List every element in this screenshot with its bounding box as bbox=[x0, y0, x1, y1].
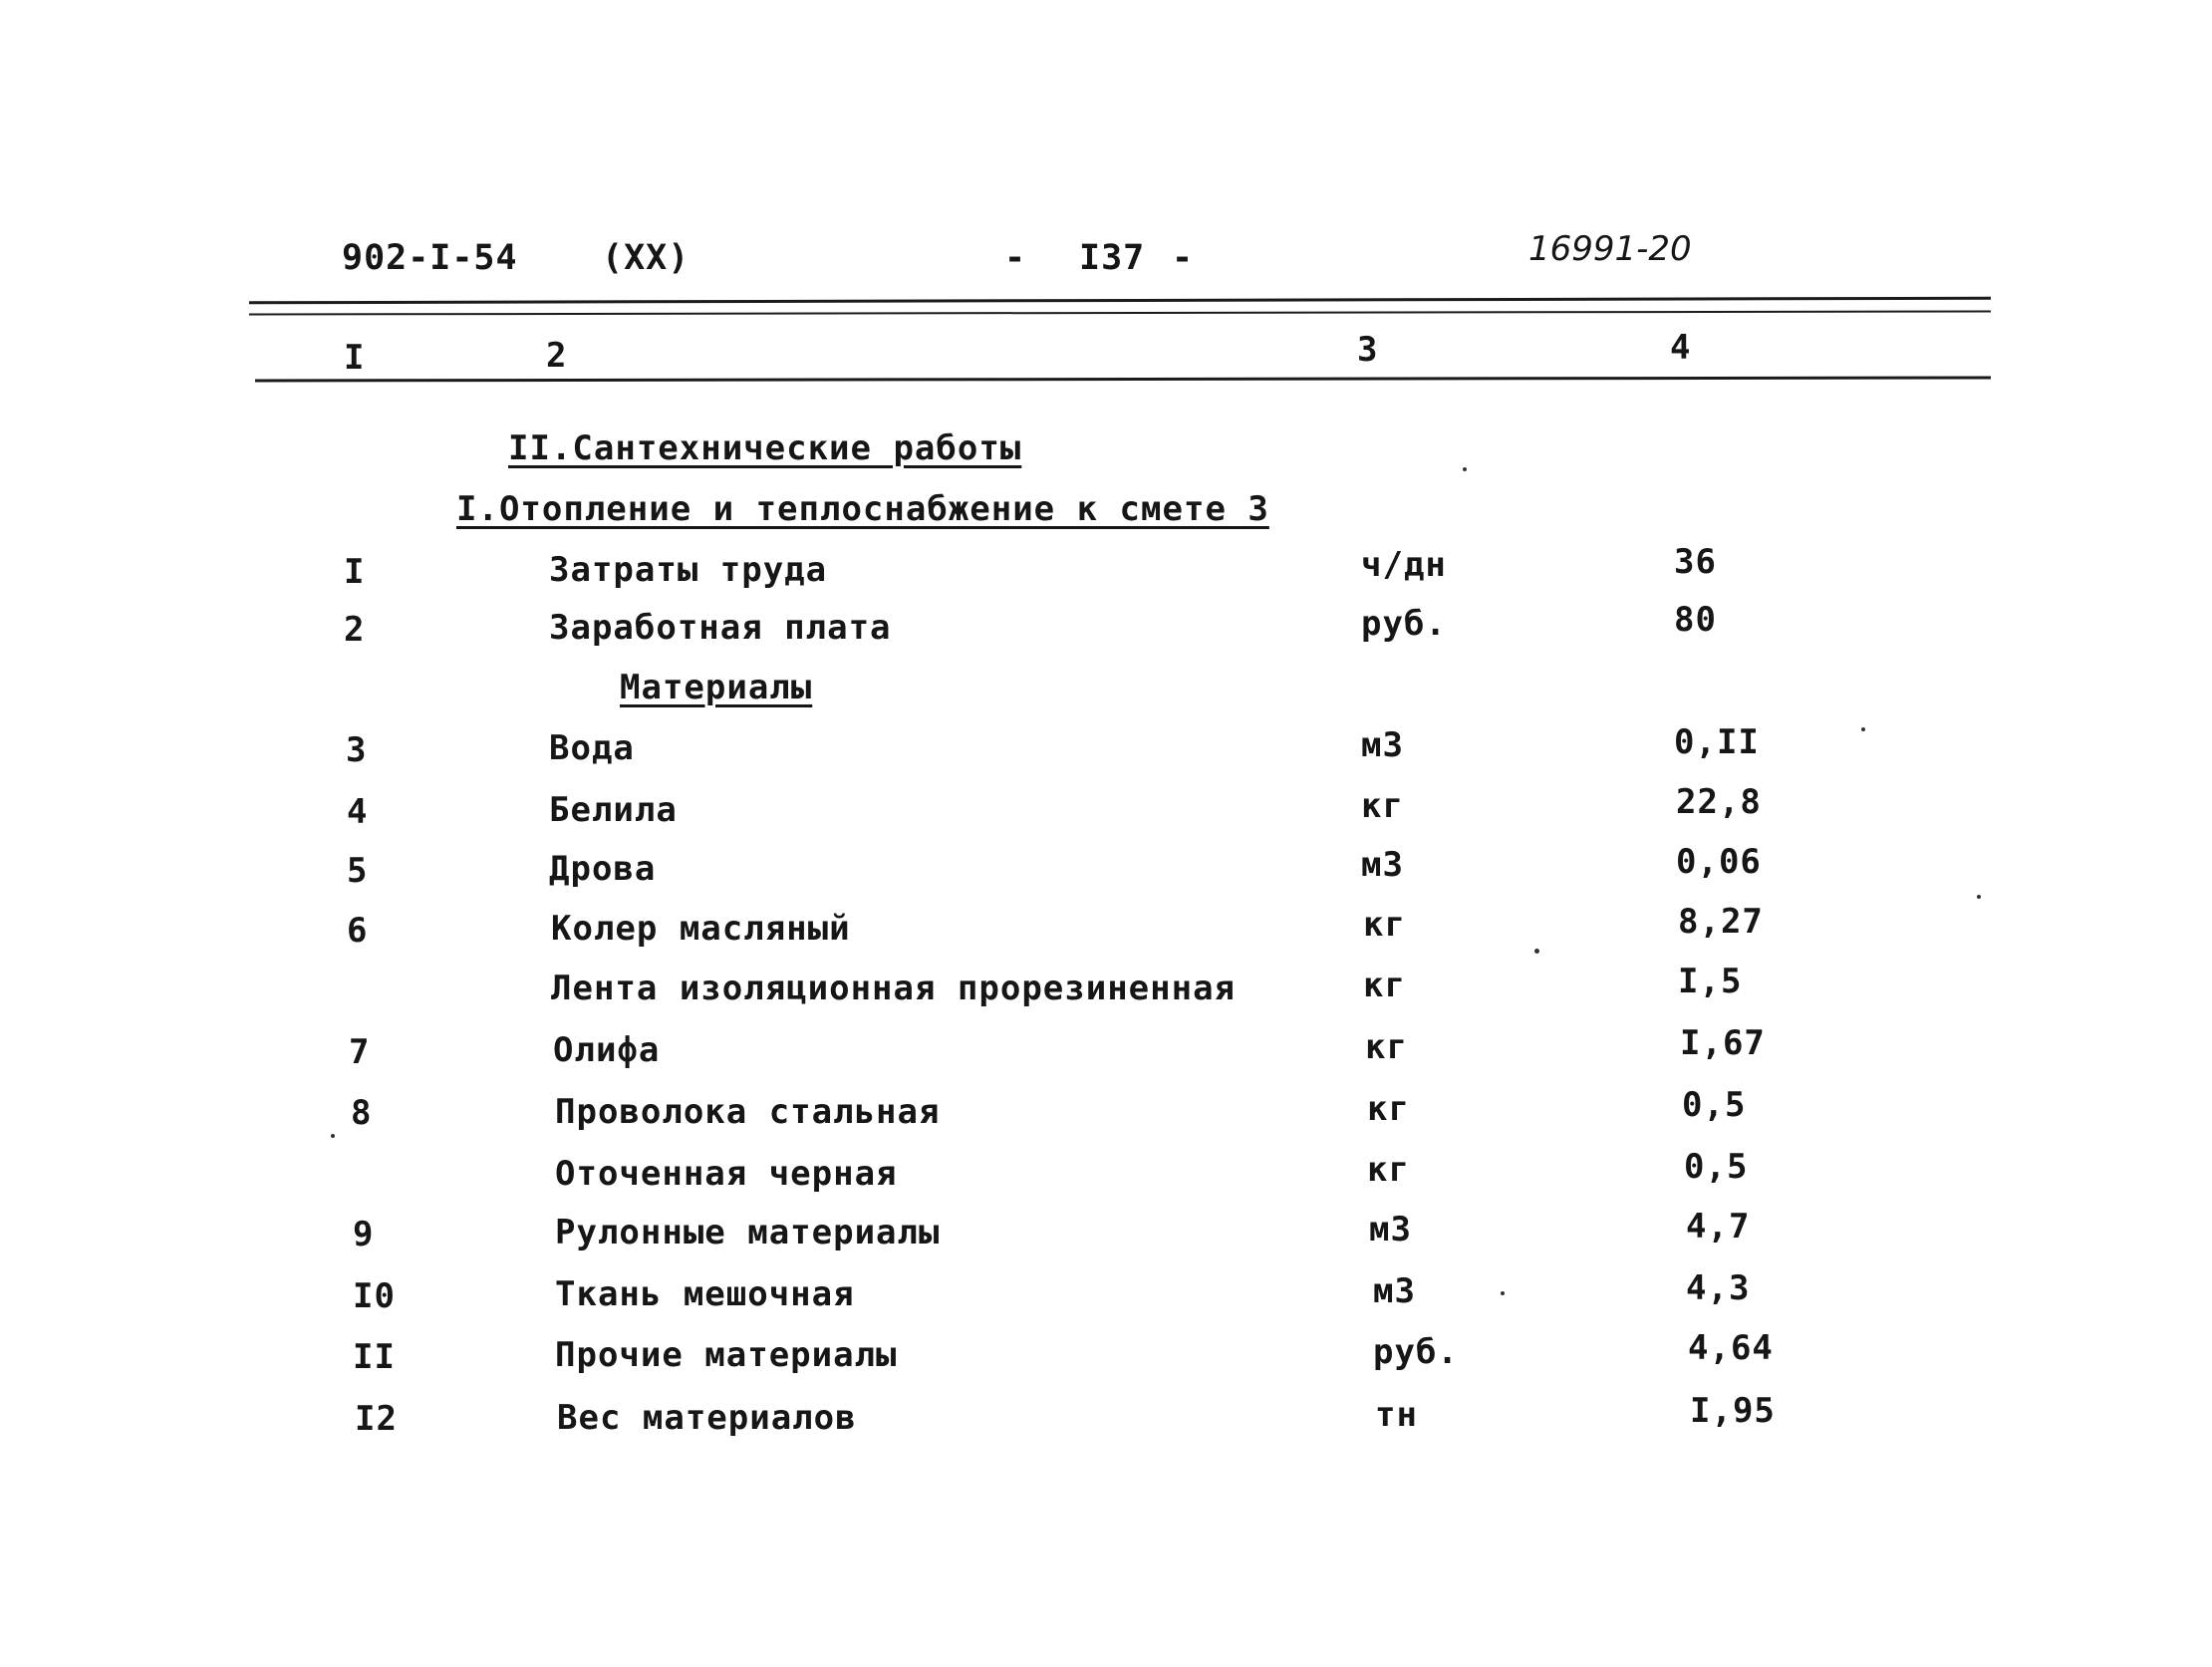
row-number: 3 bbox=[346, 730, 368, 770]
row-unit: кг bbox=[1361, 786, 1404, 826]
row-number: I bbox=[344, 552, 366, 592]
row-value: 22,8 bbox=[1676, 782, 1762, 822]
row-name: Дрова bbox=[549, 849, 657, 889]
row-name: Прочие материалы bbox=[555, 1335, 898, 1375]
section-title: II.Сантехнические работы bbox=[508, 428, 1022, 468]
row-unit: руб. bbox=[1373, 1332, 1459, 1372]
album-number: (XX) bbox=[602, 238, 691, 278]
row-name: Рулонные материалы bbox=[555, 1213, 941, 1252]
row-unit: кг bbox=[1367, 1089, 1410, 1129]
row-unit: кг bbox=[1363, 966, 1406, 1005]
row-unit: м3 bbox=[1373, 1271, 1416, 1311]
row-value: 0,II bbox=[1674, 722, 1760, 762]
column-number-4: 4 bbox=[1670, 328, 1692, 368]
row-unit: кг bbox=[1365, 1027, 1408, 1067]
row-value: 36 bbox=[1674, 542, 1717, 582]
column-number-2: 2 bbox=[546, 336, 568, 376]
top-rule-thin bbox=[249, 310, 1991, 315]
row-unit: руб. bbox=[1361, 604, 1447, 644]
row-number: 2 bbox=[344, 610, 366, 650]
row-name: Белила bbox=[549, 790, 678, 830]
row-value: I,67 bbox=[1680, 1023, 1766, 1063]
row-number: 9 bbox=[353, 1215, 375, 1254]
row-name: Вода bbox=[549, 728, 635, 768]
column-number-3: 3 bbox=[1357, 330, 1379, 370]
subsection-title: I.Отопление и теплоснабжение к смете 3 bbox=[456, 489, 1269, 529]
scan-speck bbox=[1463, 467, 1467, 471]
scan-speck bbox=[1534, 949, 1539, 954]
scan-speck bbox=[331, 1134, 335, 1138]
column-number-1: I bbox=[344, 338, 366, 378]
row-unit: м3 bbox=[1361, 725, 1404, 765]
header-bottom-rule bbox=[255, 376, 1991, 382]
row-name: Проволока стальная bbox=[555, 1092, 941, 1132]
row-value: 80 bbox=[1674, 600, 1717, 640]
row-value: 4,7 bbox=[1686, 1207, 1751, 1247]
row-number: 8 bbox=[351, 1093, 373, 1133]
row-value: 8,27 bbox=[1678, 902, 1764, 942]
document-code: 902-I-54 bbox=[342, 238, 518, 278]
row-number: 4 bbox=[347, 792, 369, 832]
row-name: Олифа bbox=[553, 1030, 661, 1070]
row-number: 7 bbox=[349, 1032, 371, 1072]
row-name: Ткань мешочная bbox=[555, 1274, 855, 1314]
row-unit: ч/дн bbox=[1361, 545, 1447, 585]
page-number: I37 bbox=[1079, 238, 1146, 278]
row-unit: м3 bbox=[1361, 845, 1404, 885]
row-value: 4,64 bbox=[1688, 1328, 1774, 1368]
row-value: I,95 bbox=[1690, 1391, 1776, 1431]
row-value: 0,5 bbox=[1682, 1085, 1747, 1125]
row-unit: тн bbox=[1375, 1395, 1418, 1435]
row-unit: кг bbox=[1367, 1150, 1410, 1190]
row-number: I0 bbox=[353, 1276, 396, 1316]
scan-speck bbox=[1861, 727, 1865, 731]
row-number: 5 bbox=[347, 851, 369, 891]
row-unit: м3 bbox=[1369, 1210, 1412, 1250]
row-name: Затраты труда bbox=[549, 550, 828, 590]
row-value: 0,06 bbox=[1676, 842, 1762, 882]
inventory-number: 16991-20 bbox=[1528, 229, 1692, 269]
row-value: 0,5 bbox=[1684, 1147, 1749, 1187]
scan-speck bbox=[1977, 895, 1981, 899]
row-number: II bbox=[353, 1337, 396, 1377]
row-value: I,5 bbox=[1678, 962, 1743, 1001]
row-name: Вес материалов bbox=[557, 1398, 857, 1438]
row-number: I2 bbox=[355, 1399, 398, 1439]
row-unit: кг bbox=[1363, 905, 1406, 945]
page-dash-left: - bbox=[1004, 238, 1027, 278]
page-dash-right: - bbox=[1172, 238, 1195, 278]
top-rule bbox=[249, 297, 1991, 305]
row-name: Лента изоляционная прорезиненная bbox=[551, 969, 1237, 1008]
row-value: 4,3 bbox=[1686, 1268, 1751, 1308]
row-name: Колер масляный bbox=[551, 909, 851, 949]
row-name: Заработная плата bbox=[549, 608, 892, 648]
scan-speck bbox=[1501, 1291, 1505, 1295]
row-number: 6 bbox=[347, 911, 369, 951]
row-name: Оточенная черная bbox=[555, 1154, 898, 1194]
materials-heading: Материалы bbox=[620, 668, 813, 707]
